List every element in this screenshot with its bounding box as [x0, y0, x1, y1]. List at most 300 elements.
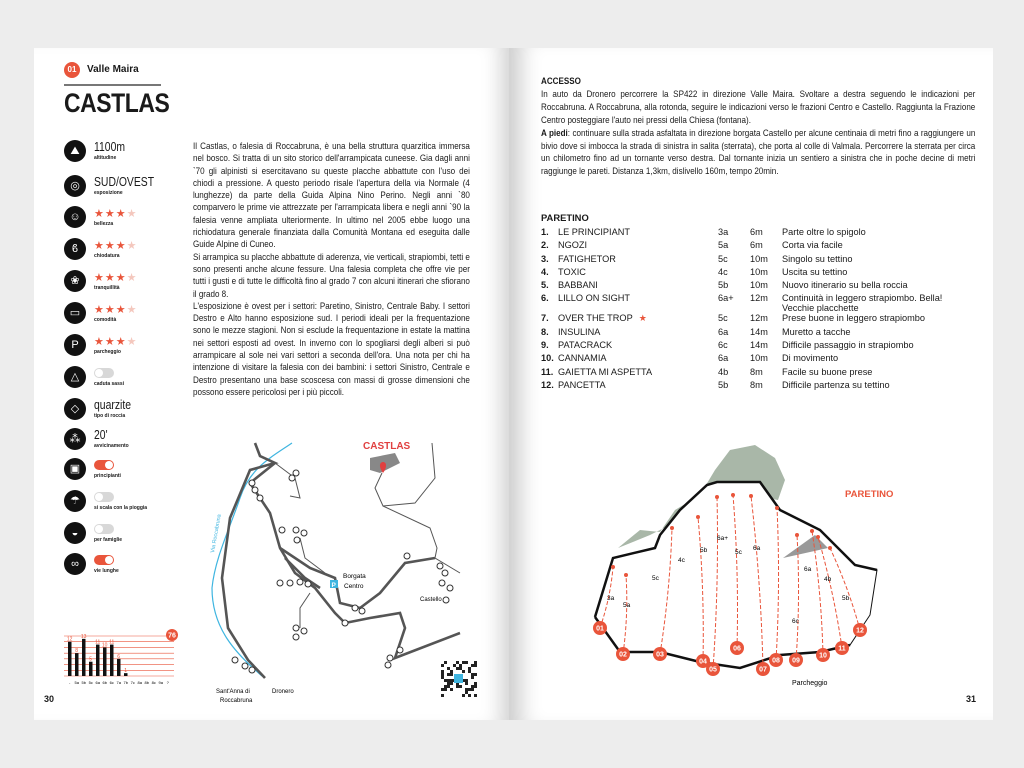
route-grade-label: 4b — [824, 576, 832, 583]
route-length — [750, 313, 782, 326]
route-name-text: LE PRINCIPIANT — [558, 227, 630, 237]
star-icon: ★ — [126, 208, 138, 220]
route-number — [541, 240, 558, 253]
bar-value-label: 10 — [101, 642, 108, 649]
route-grade-label: 6c — [792, 618, 799, 625]
route-desc — [782, 293, 942, 313]
page-number: 30 — [44, 694, 55, 704]
qr-module — [465, 688, 468, 691]
route-desc — [782, 240, 942, 253]
route-marker-label: 02 — [619, 651, 627, 659]
qr-module — [474, 685, 477, 688]
qr-module — [450, 682, 453, 685]
table-row — [541, 267, 942, 280]
stat-label: principianti — [94, 473, 121, 479]
route-number-text: 10. — [541, 353, 554, 364]
stat-label: altitudine — [94, 155, 117, 161]
bolt-icon: ϐ — [64, 238, 86, 260]
description-text — [193, 140, 470, 398]
route-grade — [718, 327, 750, 340]
stat-label: si scala con la pioggia — [94, 505, 148, 511]
category-label: 9a — [158, 680, 163, 685]
category-label: - — [69, 680, 71, 685]
qr-module — [453, 664, 456, 667]
route-grade — [718, 380, 750, 393]
star-icon: ★ — [115, 336, 127, 348]
route-length-text: 10m — [750, 266, 768, 277]
route-grade-label: 4c — [678, 557, 685, 564]
stat-label: tranquillità — [94, 285, 120, 291]
qr-module — [447, 685, 450, 688]
houses — [232, 470, 453, 673]
route-number-text: 2. — [541, 240, 549, 251]
compass-icon: ◎ — [64, 175, 86, 197]
route-number — [541, 327, 558, 340]
qr-module — [471, 673, 474, 676]
route-length — [750, 254, 782, 267]
bar-value-label: 5 — [89, 656, 93, 663]
paragraph: L'esposizione è ovest per i settori: Paretino, Sinistro, Centrale Baby. I settori Destro e Alto hanno esposizione sud. I periodi ideali per la frequentazione sono le mezze stagioni. Non si esclude la frequentazione in estate la mattina nei settori esposti ad ovest. In inverno con lo spogliarsi degli alberi si può arrampicare al sole nei vari settori a seconda dell'ora. Una nota per chi ha intenzione di visitare la falesia con dei bambini: i settori Sinistro, Centrale e Destro presentano una base scoscesa con massi di grosse dimensioni che possono essere pericolosi per i più piccoli. — [193, 299, 470, 397]
star-icon: ★ — [94, 304, 105, 316]
rope-icon: ∞ — [64, 553, 86, 575]
route-desc-text: Difficile partenza su tettino — [782, 379, 890, 390]
star-icon: ★ — [115, 240, 127, 252]
route-desc-text: Continuità in leggero strapiombo. Bella! — [782, 293, 943, 304]
route-length-text: 10m — [750, 253, 768, 264]
qr-module — [450, 679, 453, 682]
route-desc-text: Parte oltre lo spigolo — [782, 227, 866, 237]
route-length-text: 10m — [750, 280, 768, 291]
route-name — [558, 267, 718, 280]
qr-module — [474, 661, 477, 664]
route-name — [558, 227, 718, 240]
sector-heading: PARETINO — [541, 212, 589, 223]
route-number — [541, 227, 558, 240]
route-desc-text: Singolo su tettino — [782, 253, 853, 264]
route-number — [541, 267, 558, 280]
anchor-icon — [749, 494, 753, 498]
route-desc-text: Nuovo itinerario su bella roccia — [782, 280, 908, 291]
anchor-icon — [696, 515, 700, 519]
anchor-icon — [731, 493, 735, 497]
qr-module — [465, 661, 468, 664]
route-name-text: PANCETTA — [558, 379, 606, 390]
qr-module — [450, 670, 453, 673]
bar-value-label: 1 — [124, 668, 128, 675]
route-desc-text: Difficile passaggio in strapiombo — [782, 340, 914, 351]
qr-module — [444, 679, 447, 682]
bar — [103, 647, 107, 676]
anchor-icon — [715, 495, 719, 499]
toggle-switch — [94, 524, 114, 534]
star-icon: ★ — [104, 272, 116, 284]
qr-module — [456, 667, 459, 670]
route-grade — [718, 280, 750, 293]
category-label: 8c — [151, 680, 156, 685]
bar — [96, 645, 100, 676]
route-name-text: GAIETTA MI ASPETTA — [558, 366, 653, 377]
anchor-icon — [810, 529, 814, 533]
page-number: 31 — [966, 694, 977, 704]
route-length — [750, 267, 782, 280]
title-divider — [64, 84, 161, 86]
route-desc — [782, 340, 942, 353]
stat-label: esposizione — [94, 190, 123, 196]
crowd-icon: ❀ — [64, 270, 86, 292]
bar-value-label: 12 — [66, 636, 73, 643]
map-santanna-label: Sant'Anna di — [216, 689, 250, 695]
route-marker-label: 05 — [709, 666, 717, 674]
total-routes: 76 — [168, 632, 176, 640]
route-number — [541, 313, 558, 326]
access-heading: ACCESSO — [541, 75, 581, 86]
stat-value: 20' — [94, 427, 108, 442]
route-grade — [718, 227, 750, 240]
route-name-text: LILLO ON SIGHT — [558, 293, 630, 304]
category-label: 6a — [95, 680, 100, 685]
route-grade-text: 5b — [718, 280, 729, 291]
qr-module — [471, 688, 474, 691]
toggle-switch — [94, 555, 114, 565]
route-number — [541, 293, 558, 313]
star-rating — [94, 207, 138, 220]
qr-module — [462, 670, 465, 673]
rock-icon: ◇ — [64, 398, 86, 420]
qr-module — [441, 664, 444, 667]
bar-value-label: 6 — [117, 653, 121, 660]
qr-module — [471, 676, 474, 679]
route-grade — [718, 254, 750, 267]
route-desc — [782, 380, 942, 393]
qr-module — [441, 673, 444, 676]
star-icon: ★ — [104, 208, 116, 220]
route-length-text: 6m — [750, 227, 763, 237]
mountain-icon: ⛰ — [64, 140, 86, 162]
bar — [89, 662, 93, 676]
star-icon: ★ — [104, 240, 116, 252]
route-marker-label: 04 — [699, 658, 707, 666]
category-label: 6b — [102, 680, 107, 685]
table-row — [541, 353, 942, 366]
stat-label: bellezza — [94, 221, 114, 227]
route-number — [541, 340, 558, 353]
route-length-text: 14m — [750, 326, 768, 337]
route-length — [750, 327, 782, 340]
route-grade-label: 5b — [700, 547, 708, 554]
toggle-switch — [94, 492, 114, 502]
route-name — [558, 254, 718, 267]
bar-value-label: 8 — [75, 648, 79, 655]
route-grade-label: 6a — [753, 545, 761, 552]
map-village-label: Centro — [344, 583, 364, 590]
stat-label: tipo di roccia — [94, 413, 126, 419]
qr-module — [456, 661, 459, 664]
route-marker-label: 01 — [596, 625, 604, 633]
qr-module — [441, 694, 444, 697]
route-length-text: 8m — [750, 366, 763, 377]
qr-module — [468, 694, 471, 697]
bar-value-label: 13 — [80, 633, 87, 640]
route-grade-label: 5c — [652, 575, 659, 582]
route-name — [558, 327, 718, 340]
roads — [222, 443, 460, 678]
route-grade-text: 3a — [718, 227, 729, 237]
stat-value: SUD/OVEST — [94, 174, 155, 189]
table-row — [541, 227, 942, 240]
route-desc-text: Muretto a tacche — [782, 326, 851, 337]
star-icon: ★ — [115, 304, 127, 316]
qr-module — [450, 673, 453, 676]
footsteps-icon: ⁂ — [64, 428, 86, 450]
route-number-text: 12. — [541, 379, 554, 390]
category-label: 7c — [130, 680, 135, 685]
star-rating — [94, 271, 138, 284]
star-icon: ★ — [115, 208, 127, 220]
map-crag-label: CASTLAS — [363, 441, 411, 452]
stat-label: per famiglie — [94, 537, 123, 543]
route-number-text: 4. — [541, 266, 549, 277]
route-grade-text: 5b — [718, 379, 729, 390]
route-grade — [718, 267, 750, 280]
route-grade-label: 6a+ — [717, 535, 729, 542]
route-desc-extra: Vecchie placchette — [782, 303, 859, 314]
qr-code — [440, 660, 478, 698]
anchor-icon — [624, 573, 628, 577]
toggle-switch — [94, 460, 114, 470]
table-row — [541, 327, 942, 340]
category-label: 6c — [109, 680, 114, 685]
route-name-text: BABBANI — [558, 280, 598, 291]
qr-module — [465, 679, 468, 682]
route-grade — [718, 353, 750, 366]
route-name — [558, 353, 718, 366]
table-row — [541, 240, 942, 253]
star-rating — [94, 303, 138, 316]
qr-module — [474, 682, 477, 685]
bar — [68, 642, 72, 676]
bar-value-label: 11 — [95, 639, 101, 646]
route-number-text: 3. — [541, 253, 549, 264]
route-number — [541, 254, 558, 267]
route-grade-text: 5c — [718, 313, 728, 324]
qr-module — [441, 676, 444, 679]
qr-module — [462, 661, 465, 664]
route-grade — [718, 293, 750, 313]
route-name — [558, 340, 718, 353]
qr-module — [471, 685, 474, 688]
route-number-text: 5. — [541, 280, 549, 291]
qr-module — [447, 673, 450, 676]
route-grade-text: 6a+ — [718, 293, 734, 304]
table-row — [541, 340, 942, 353]
star-icon: ★ — [638, 313, 647, 324]
qr-module — [474, 694, 477, 697]
route-grade-label: 6a — [804, 566, 812, 573]
route-marker-label: 07 — [759, 666, 767, 674]
route-name — [558, 313, 718, 326]
route-number — [541, 380, 558, 393]
qr-module — [462, 694, 465, 697]
map-village-label: Borgata — [343, 573, 366, 580]
car-icon: ▭ — [64, 302, 86, 324]
route-name-text: OVER THE TROP — [558, 313, 633, 324]
route-desc-text: Di movimento — [782, 353, 839, 364]
qr-module — [471, 664, 474, 667]
route-desc — [782, 367, 942, 380]
table-row — [541, 380, 942, 393]
qr-module — [459, 667, 462, 670]
qr-module — [447, 679, 450, 682]
qr-module — [447, 682, 450, 685]
stat-label: avvicinamento — [94, 443, 129, 449]
route-desc — [782, 327, 942, 340]
route-grade-text: 4c — [718, 266, 728, 277]
bar — [75, 653, 79, 676]
anchor-icon — [795, 533, 799, 537]
route-grade-text: 5a — [718, 240, 729, 251]
route-grade-label: 3a — [607, 595, 615, 602]
stat-label: caduta sassi — [94, 381, 125, 387]
route-number — [541, 353, 558, 366]
route-number — [541, 280, 558, 293]
route-length — [750, 280, 782, 293]
route-length — [750, 240, 782, 253]
map-dronero-label: Dronero — [272, 689, 294, 695]
bar — [82, 639, 86, 676]
route-grade — [718, 240, 750, 253]
qr-module — [444, 685, 447, 688]
bar — [110, 645, 114, 676]
qr-module — [459, 664, 462, 667]
route-length-text: 6m — [750, 240, 763, 251]
route-name — [558, 240, 718, 253]
qr-module — [474, 673, 477, 676]
route-grade-label: 5b — [842, 595, 850, 602]
star-icon: ★ — [126, 304, 138, 316]
route-grade-text: 4b — [718, 366, 729, 377]
route-number-text: 1. — [541, 227, 549, 237]
route-desc — [782, 254, 942, 267]
category-label: 5a — [74, 680, 79, 685]
route-length-text: 12m — [750, 293, 768, 304]
route-desc-text: Corta via facile — [782, 240, 843, 251]
route-marker-label: 06 — [733, 645, 741, 653]
route-grade — [718, 313, 750, 326]
route-grade-text: 6c — [718, 340, 728, 351]
star-icon: ★ — [94, 272, 105, 284]
route-name — [558, 380, 718, 393]
route-number-text: 6. — [541, 293, 549, 304]
beginner-icon: ▣ — [64, 458, 86, 480]
route-name-text: CANNAMIA — [558, 353, 607, 364]
stat-label: comodità — [94, 317, 117, 323]
topo-drawing — [580, 440, 940, 690]
route-marker-label: 08 — [772, 657, 780, 665]
qr-module — [474, 664, 477, 667]
category-label: 7a — [116, 680, 121, 685]
route-grade-text: 5c — [718, 253, 728, 264]
star-rating — [94, 239, 138, 252]
route-name-text: TOXIC — [558, 266, 586, 277]
route-desc — [782, 267, 942, 280]
qr-module — [468, 667, 471, 670]
star-icon: ★ — [104, 304, 116, 316]
stat-value: quarzite — [94, 397, 131, 412]
category-label: 8b — [144, 680, 149, 685]
star-icon: ★ — [94, 336, 105, 348]
route-marker-label: 09 — [792, 657, 800, 665]
route-length-text: 12m — [750, 313, 768, 324]
route-length — [750, 227, 782, 240]
stat-label: vie lunghe — [94, 568, 119, 574]
route-length — [750, 367, 782, 380]
route-desc — [782, 227, 942, 240]
route-desc-text: Uscita su tettino — [782, 266, 848, 277]
route-grade-label: 5c — [735, 549, 742, 556]
route-length-text: 10m — [750, 353, 768, 364]
route-grade-text: 6a — [718, 326, 729, 337]
qr-module — [465, 682, 468, 685]
table-row — [541, 367, 942, 380]
route-length — [750, 293, 782, 313]
route-name — [558, 293, 718, 313]
anchor-icon — [828, 546, 832, 550]
approach-map — [200, 428, 490, 718]
map-castello-label: Castello — [420, 597, 442, 603]
bar-value-label: 11 — [109, 639, 115, 646]
route-number-text: 9. — [541, 340, 549, 351]
route-grade-label: 5a — [623, 602, 631, 609]
route-desc — [782, 280, 942, 293]
route-marker-label: 12 — [856, 627, 864, 635]
rock-face — [595, 482, 877, 668]
category-label: ? — [166, 680, 169, 685]
page-title: CASTLAS — [64, 88, 170, 118]
map-road-label: Via Roccabruna — [210, 513, 223, 554]
qr-module — [441, 670, 444, 673]
route-marker-label: 10 — [819, 652, 827, 660]
qr-module — [465, 691, 468, 694]
anchor-icon — [670, 526, 674, 530]
route-number-text: 7. — [541, 313, 549, 324]
foot-label: A piedi — [541, 126, 568, 138]
parking-icon: P — [64, 334, 86, 356]
access-section — [541, 75, 975, 178]
route-name-text: PATACRACK — [558, 340, 613, 351]
anchor-icon — [816, 535, 820, 539]
routes-table — [541, 227, 942, 393]
route-length — [750, 380, 782, 393]
qr-module — [456, 685, 459, 688]
region-label: Valle Maira — [87, 64, 139, 75]
qr-module — [468, 670, 471, 673]
stroller-icon: ◒ — [64, 522, 86, 544]
route-marker-label: 03 — [656, 651, 664, 659]
table-row — [541, 254, 942, 267]
route-grade — [718, 340, 750, 353]
topo-parking-label: Parcheggio — [792, 680, 828, 687]
category-label: 5b — [81, 680, 86, 685]
route-desc — [782, 353, 942, 366]
category-label: 5c — [88, 680, 93, 685]
route-number-text: 11. — [541, 366, 554, 377]
qr-module — [441, 688, 444, 691]
star-icon: ★ — [126, 272, 138, 284]
route-length — [750, 340, 782, 353]
grade-chart — [64, 628, 184, 686]
route-grade-text: 6a — [718, 353, 729, 364]
paragraph: Si arrampica su placche abbattute di aderenza, vie verticali, strapiombi, tetti e sono presenti anche alcune fessure. Una falesia completa che offre vie per tutti i gusti e di tutte le difficoltà fino al grado 7 con alcuni itinerari che sfiorano il grado 8. — [193, 250, 470, 299]
